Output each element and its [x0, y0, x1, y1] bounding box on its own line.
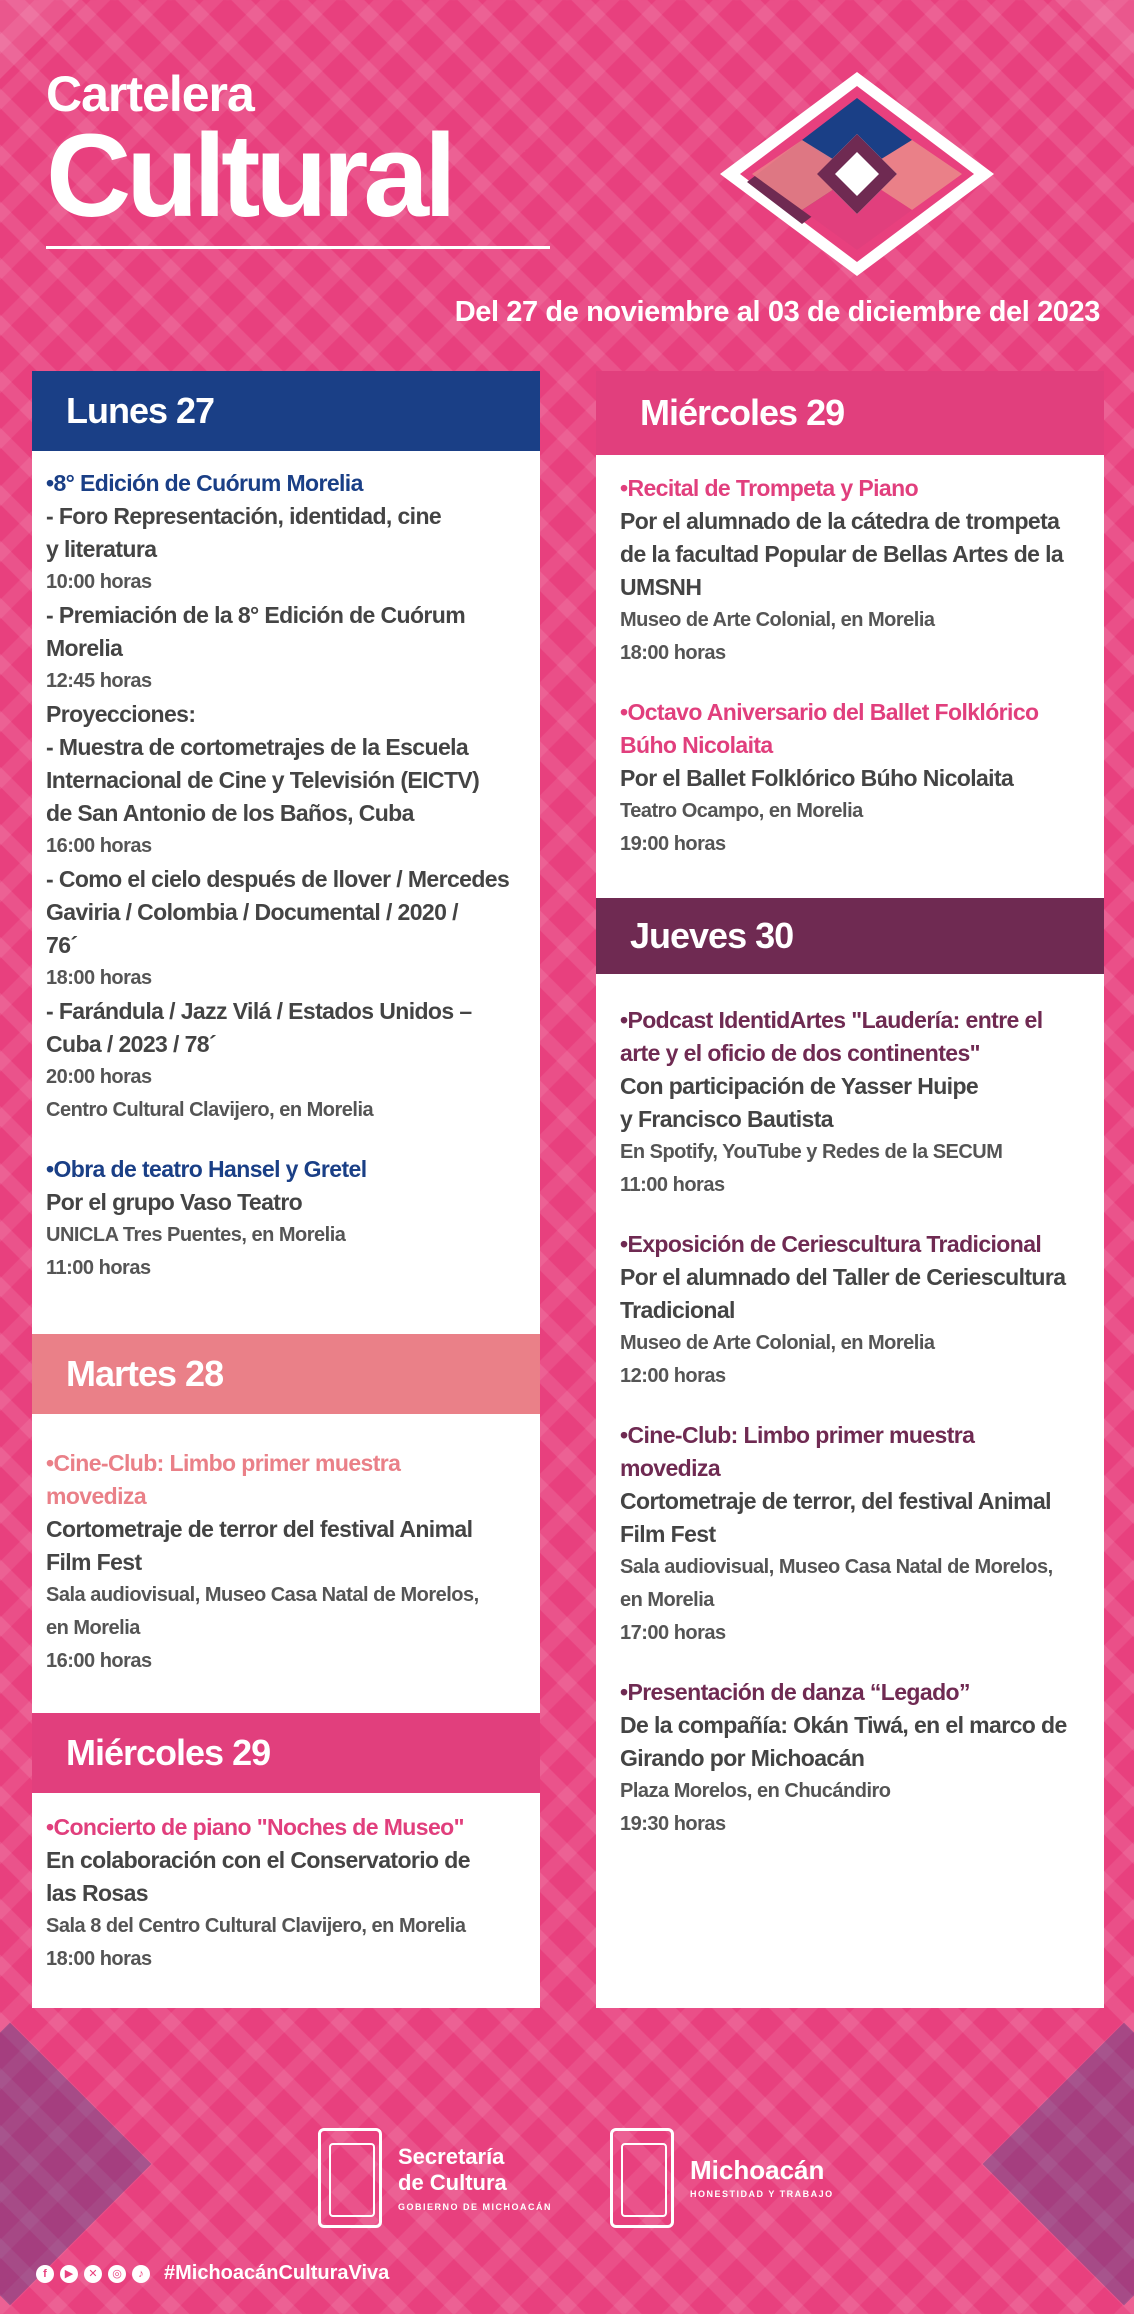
event-time: 10:00 horas: [46, 571, 152, 593]
title-small: Cartelera: [46, 66, 254, 122]
event-line: - Premiación de la 8° Edición de Cuórum: [46, 602, 466, 628]
event-line: Por el Ballet Folklórico Búho Nicolaita: [620, 765, 1014, 791]
page-title: [46, 66, 452, 242]
x-icon[interactable]: ✕: [84, 2265, 102, 2283]
event-line: de San Antonio de los Baños, Cuba: [46, 800, 414, 826]
day-header-martes: Martes 28: [32, 1334, 540, 1414]
day-header-miercoles-left: Miércoles 29: [32, 1713, 540, 1793]
logo1-line2: de Cultura: [398, 2170, 507, 2195]
jueves-events: [620, 1004, 1104, 1867]
event-place: Plaza Morelos, en Chucándiro: [620, 1780, 891, 1802]
day-header-miercoles-right: Miércoles 29: [596, 371, 1104, 455]
event-recital-trompeta: [620, 472, 1104, 670]
event-hansel-gretel: [46, 1153, 530, 1285]
event-line: Por el alumnado de la cátedra de trompeta: [620, 508, 1060, 534]
event-line: Tradicional: [620, 1297, 735, 1323]
event-line: - Farándula / Jazz Vilá / Estados Unidos –: [46, 998, 472, 1024]
martes-events: [46, 1447, 530, 1704]
event-time: 19:00 horas: [620, 833, 726, 855]
event-line: y literatura: [46, 536, 157, 562]
event-time: 12:45 horas: [46, 670, 152, 692]
event-cuorum: [46, 467, 530, 1127]
event-line: Proyecciones:: [46, 701, 196, 727]
event-time: 11:00 horas: [46, 1257, 151, 1279]
event-line: Morelia: [46, 635, 123, 661]
event-place: Museo de Arte Colonial, en Morelia: [620, 609, 935, 631]
date-range: Del 27 de noviembre al 03 de diciembre del 2023: [454, 296, 1100, 328]
facebook-icon[interactable]: f: [36, 2265, 54, 2283]
event-time: 17:00 horas: [620, 1622, 726, 1644]
event-line: de la facultad Popular de Bellas Artes de la: [620, 541, 1064, 567]
day-header-lunes: Lunes 27: [32, 371, 540, 451]
event-line: UMSNH: [620, 574, 702, 600]
event-line: Internacional de Cine y Televisión (EICTV): [46, 767, 480, 793]
event-time: 16:00 horas: [46, 835, 152, 857]
left-column-card: [32, 371, 540, 2008]
event-ballet-folklorico: [620, 696, 1104, 861]
hashtag: #MichoacánCulturaViva: [164, 2262, 390, 2284]
miercoles-right-events: [620, 472, 1104, 887]
tiktok-icon[interactable]: ♪: [132, 2265, 150, 2283]
instagram-icon[interactable]: ◎: [108, 2265, 126, 2283]
event-line: Film Fest: [46, 1549, 142, 1575]
event-concierto-piano: [46, 1811, 530, 1976]
social-bar: [36, 2262, 389, 2285]
logo2-sub: HONESTIDAD Y TRABAJO: [690, 2189, 834, 2199]
event-danza-legado: [620, 1676, 1104, 1841]
event-line: - Foro Representación, identidad, cine: [46, 503, 442, 529]
decor-corner-bottom-right: [983, 2023, 1134, 2306]
event-title: Búho Nicolaita: [620, 732, 773, 758]
event-place: en Morelia: [620, 1589, 714, 1611]
event-title: •Octavo Aniversario del Ballet Folklórico: [620, 699, 1039, 725]
event-line: y Francisco Bautista: [620, 1106, 833, 1132]
event-title: •Exposición de Ceriescultura Tradicional: [620, 1231, 1042, 1257]
event-title: movediza: [46, 1483, 147, 1509]
event-cine-club-jueves: [620, 1419, 1104, 1650]
event-time: 18:00 horas: [620, 642, 726, 664]
event-place: Museo de Arte Colonial, en Morelia: [620, 1332, 935, 1354]
event-line: Girando por Michoacán: [620, 1745, 865, 1771]
event-place: Sala 8 del Centro Cultural Clavijero, en Morelia: [46, 1915, 466, 1937]
coat-of-arms-icon: [318, 2128, 382, 2228]
logo2-main: Michoacán: [690, 2155, 825, 2185]
event-time: 19:30 horas: [620, 1813, 726, 1835]
event-place: En Spotify, YouTube y Redes de la SECUM: [620, 1141, 1003, 1163]
event-line: Por el alumnado del Taller de Ceriescultura: [620, 1264, 1066, 1290]
event-line: - Muestra de cortometrajes de la Escuela: [46, 734, 469, 760]
event-title: arte y el oficio de dos continentes": [620, 1040, 980, 1066]
event-line: En colaboración con el Conservatorio de: [46, 1847, 470, 1873]
event-title: •Obra de teatro Hansel y Gretel: [46, 1156, 367, 1182]
event-title: •Podcast IdentidArtes "Laudería: entre el: [620, 1007, 1043, 1033]
secretaria-cultura-logo: [318, 2128, 552, 2228]
event-podcast: [620, 1004, 1104, 1202]
day-header-jueves: Jueves 30: [596, 898, 1104, 974]
event-line: - Como el cielo después de llover / Mercedes: [46, 866, 510, 892]
event-time: 12:00 horas: [620, 1365, 726, 1387]
event-title: •Cine-Club: Limbo primer muestra: [46, 1450, 401, 1476]
title-underline: [46, 246, 550, 249]
title-big: Cultural: [46, 110, 452, 242]
event-title: movediza: [620, 1455, 721, 1481]
event-line: Gaviria / Colombia / Documental / 2020 /: [46, 899, 458, 925]
event-title: •Concierto de piano "Noches de Museo": [46, 1814, 464, 1840]
logo1-line1: Secretaría: [398, 2144, 505, 2169]
event-place: UNICLA Tres Puentes, en Morelia: [46, 1224, 346, 1246]
event-line: Film Fest: [620, 1521, 716, 1547]
logo1-sub: GOBIERNO DE MICHOACÁN: [398, 2202, 553, 2212]
event-line: las Rosas: [46, 1880, 148, 1906]
event-time: 18:00 horas: [46, 1948, 152, 1970]
event-time: 11:00 horas: [620, 1174, 725, 1196]
event-line: De la compañía: Okán Tiwá, en el marco de: [620, 1712, 1067, 1738]
event-line: 76´: [46, 932, 78, 958]
right-column-card: [596, 371, 1104, 2008]
event-place: Sala audiovisual, Museo Casa Natal de Morelos,: [46, 1584, 479, 1606]
youtube-icon[interactable]: ▶: [60, 2265, 78, 2283]
event-place: Sala audiovisual, Museo Casa Natal de Morelos,: [620, 1556, 1053, 1578]
event-line: Cortometraje de terror del festival Animal: [46, 1516, 473, 1542]
coat-of-arms-icon: [610, 2128, 674, 2228]
event-title: •Presentación de danza “Legado”: [620, 1679, 970, 1705]
event-cine-club: [46, 1447, 530, 1678]
miercoles-left-events: [46, 1811, 530, 2002]
event-place: Centro Cultural Clavijero, en Morelia: [46, 1099, 374, 1121]
event-line: Cortometraje de terror, del festival Animal: [620, 1488, 1051, 1514]
event-line: Por el grupo Vaso Teatro: [46, 1189, 303, 1215]
event-ceriescultura: [620, 1228, 1104, 1393]
event-time: 20:00 horas: [46, 1066, 152, 1088]
event-line: Con participación de Yasser Huipe: [620, 1073, 979, 1099]
event-place: Teatro Ocampo, en Morelia: [620, 800, 863, 822]
event-place: en Morelia: [46, 1617, 140, 1639]
event-time: 18:00 horas: [46, 967, 152, 989]
michoacan-logo: [610, 2128, 834, 2228]
event-line: Cuba / 2023 / 78´: [46, 1031, 217, 1057]
lunes-events: [46, 467, 530, 1311]
event-title: •8° Edición de Cuórum Morelia: [46, 470, 363, 496]
event-title: •Cine-Club: Limbo primer muestra: [620, 1422, 975, 1448]
event-time: 16:00 horas: [46, 1650, 152, 1672]
event-title: •Recital de Trompeta y Piano: [620, 475, 919, 501]
decor-corner-top-right: [1045, 0, 1134, 89]
diamond-logo-icon: [712, 64, 1002, 284]
